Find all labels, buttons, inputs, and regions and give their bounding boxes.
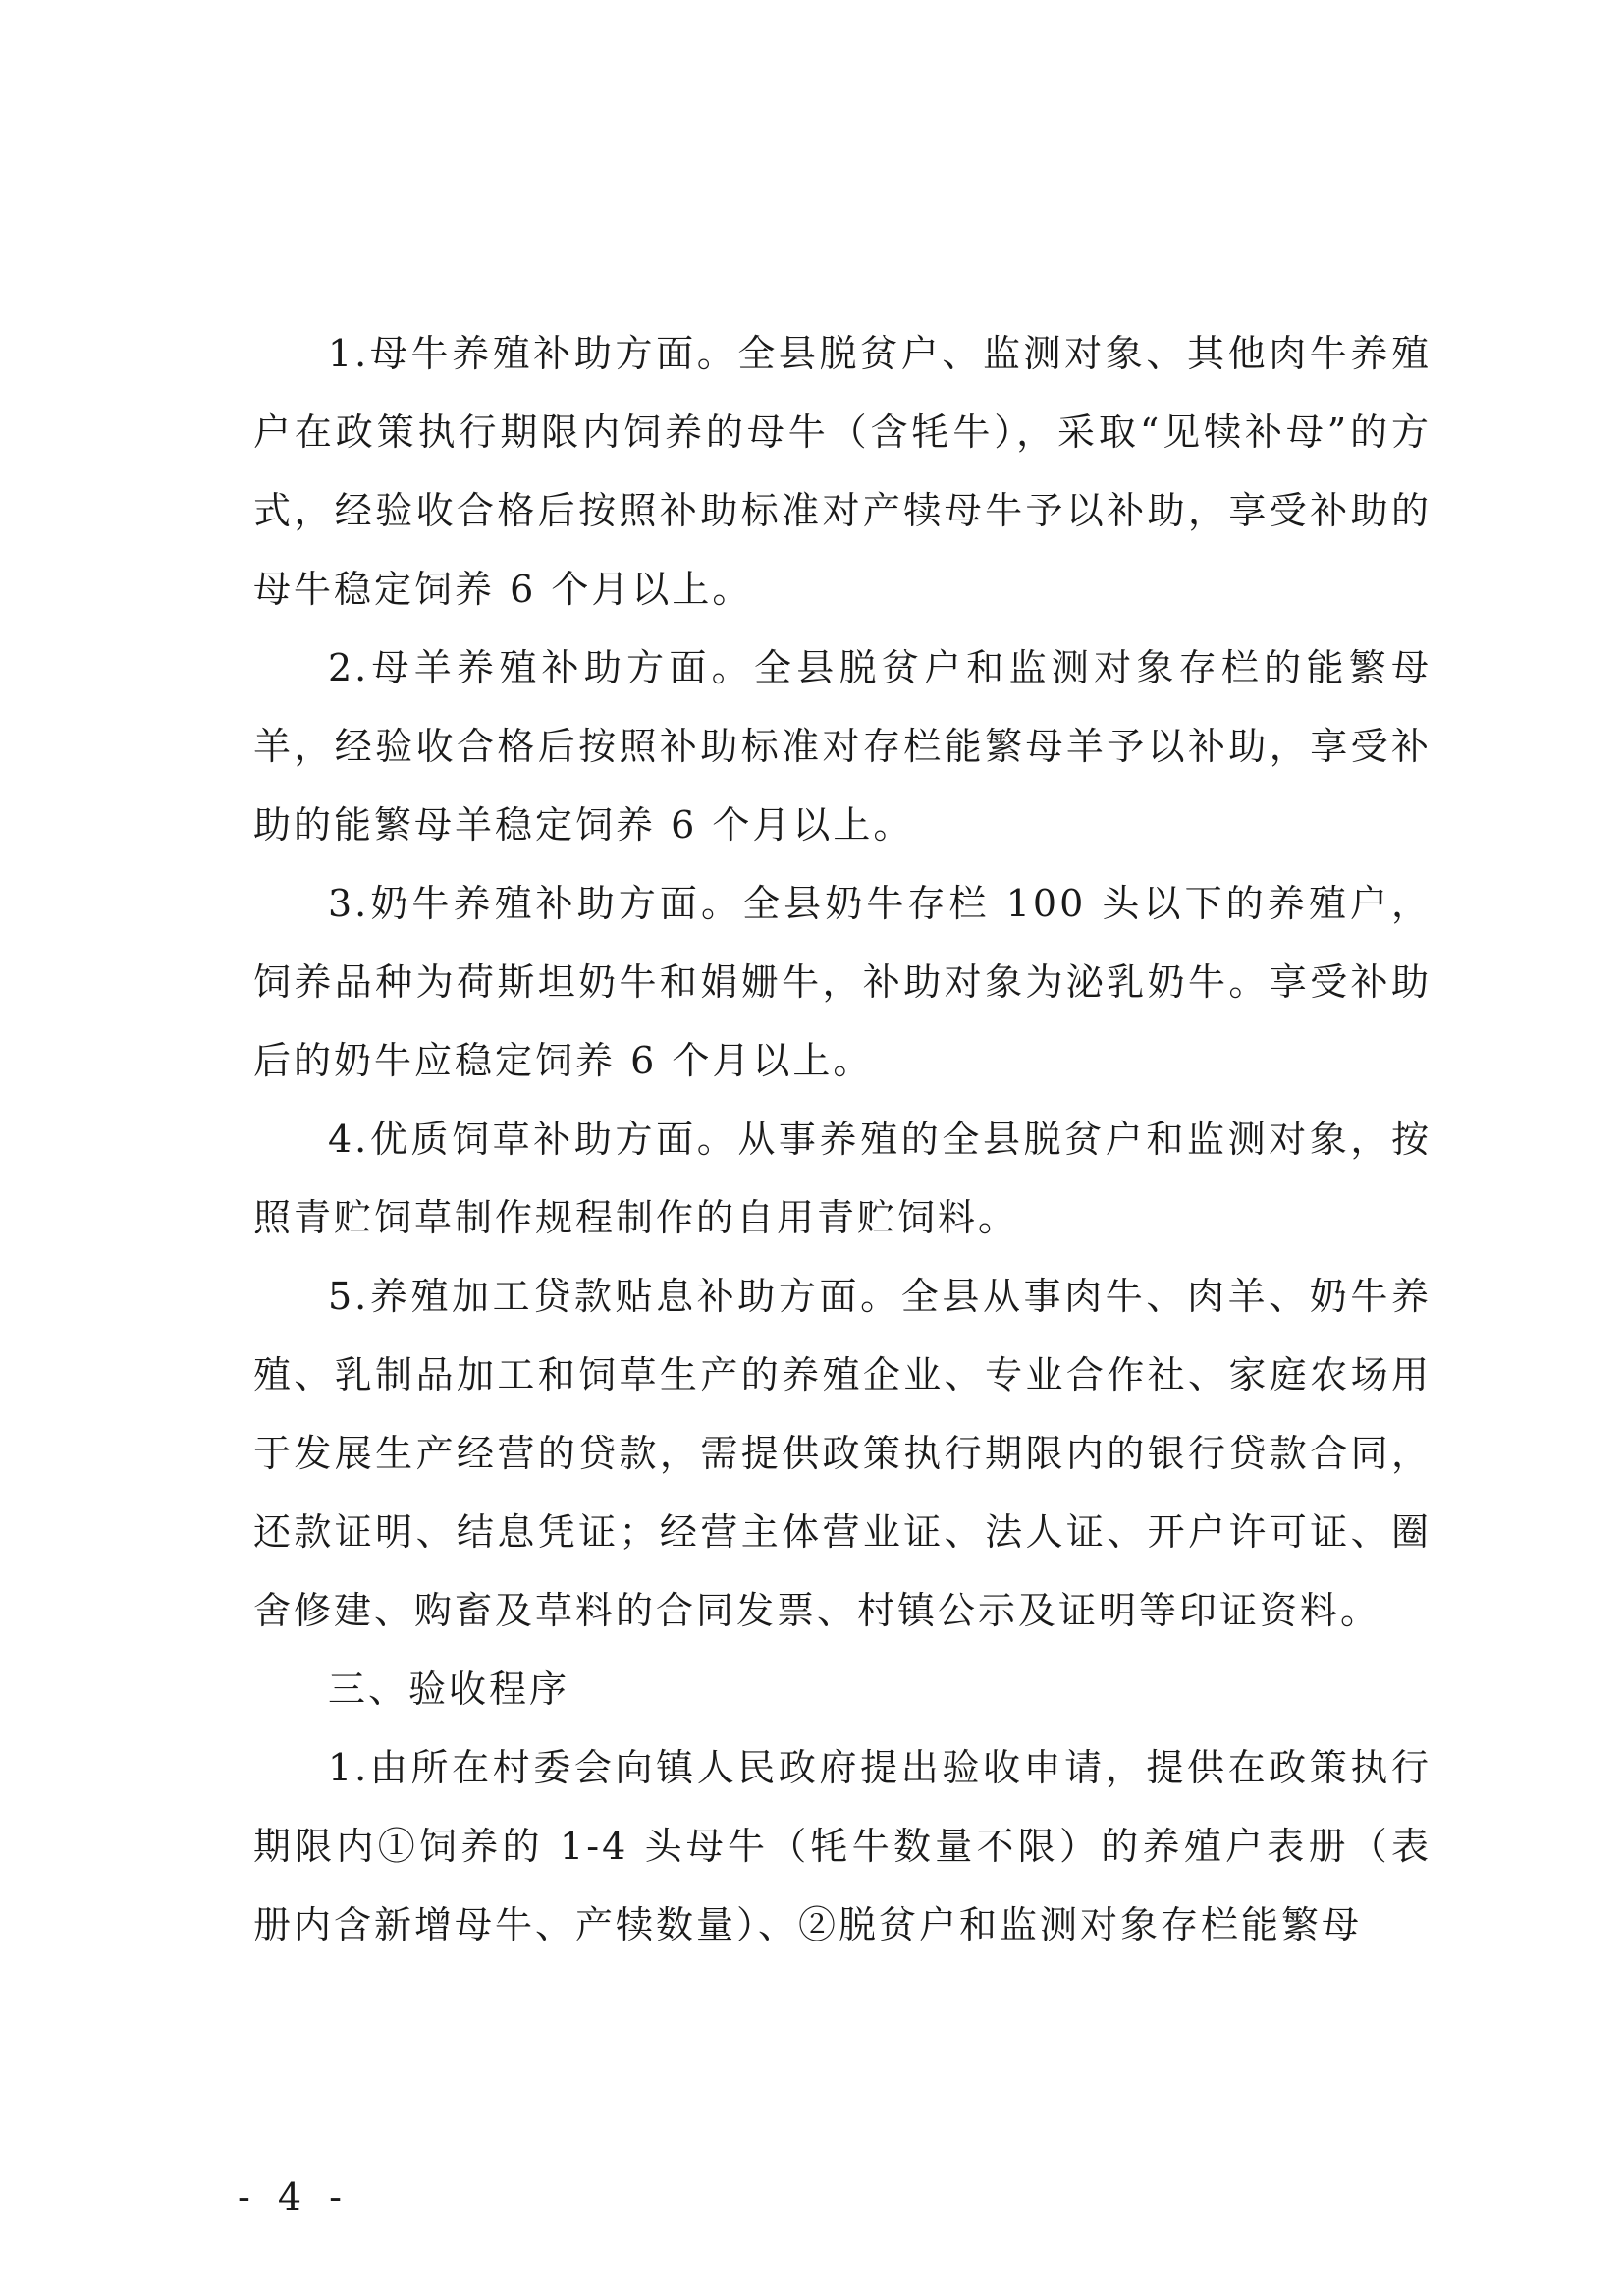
paragraph-dairy-subsidy bbox=[253, 864, 1432, 1100]
paragraph-text: 全县从事肉牛、肉羊、奶牛养殖、乳制品加工和饲草生产的养殖企业、专业合作社、家庭农场用于发展生产经营的贷款，需提供政策执行期限内的银行贷款合同，还款证明、结息凭证；经营主体营业证、法人证、开户许可证、圈舍修建、购畜及草料的合同发票、村镇公示及证明等印证资料。 bbox=[253, 1275, 1432, 1632]
document-body bbox=[253, 314, 1432, 1964]
paragraph-forage-subsidy bbox=[253, 1100, 1432, 1257]
paragraph-lead: 2.母羊养殖补助方面。 bbox=[328, 646, 754, 689]
paragraph-text: 全县脱贫户和监测对象存栏的能繁母羊，经验收合格后按照补助标准对存栏能繁母羊予以补助，享受补助的能繁母羊稳定饲养 6 个月以上。 bbox=[253, 646, 1432, 847]
paragraph-lead: 5.养殖加工贷款贴息补助方面。 bbox=[328, 1275, 901, 1318]
paragraph-lead: 3.奶牛养殖补助方面。 bbox=[328, 882, 743, 925]
paragraph-text: 由所在村委会向镇人民政府提出验收申请，提供在政策执行期限内①饲养的 1-4 头母牛（牦牛数量不限）的养殖户表册（表册内含新增母牛、产犊数量）、②脱贫户和监测对象存栏能繁母 bbox=[253, 1746, 1432, 1946]
section-heading-acceptance-procedure: 三、验收程序 bbox=[328, 1667, 570, 1711]
paragraph-lead: 1. bbox=[328, 1746, 370, 1789]
paragraph-text: 从事养殖的全县脱贫户和监测对象，按照青贮饲草制作规程制作的自用青贮饲料。 bbox=[253, 1118, 1432, 1239]
paragraph-ewe-subsidy bbox=[253, 629, 1432, 864]
paragraph-text: 全县奶牛存栏 100 头以下的养殖户，饲养品种为荷斯坦奶牛和娟姗牛，补助对象为泌乳奶牛。享受补助后的奶牛应稳定饲养 6 个月以上。 bbox=[253, 882, 1432, 1082]
paragraph-acceptance-step-1 bbox=[253, 1728, 1432, 1964]
paragraph-lead: 1.母牛养殖补助方面。 bbox=[328, 332, 738, 375]
paragraph-text: 全县脱贫户、监测对象、其他肉牛养殖户在政策执行期限内饲养的母牛（含牦牛），采取“见犊补母”的方式，经验收合格后按照补助标准对产犊母牛予以补助，享受补助的母牛稳定饲养 6 个月以上。 bbox=[253, 332, 1432, 611]
page-number: - 4 - bbox=[238, 2175, 351, 2218]
paragraph-loan-subsidy bbox=[253, 1257, 1432, 1650]
paragraph-lead: 4.优质饲草补助方面。 bbox=[328, 1118, 738, 1161]
paragraph-cow-subsidy bbox=[253, 314, 1432, 629]
